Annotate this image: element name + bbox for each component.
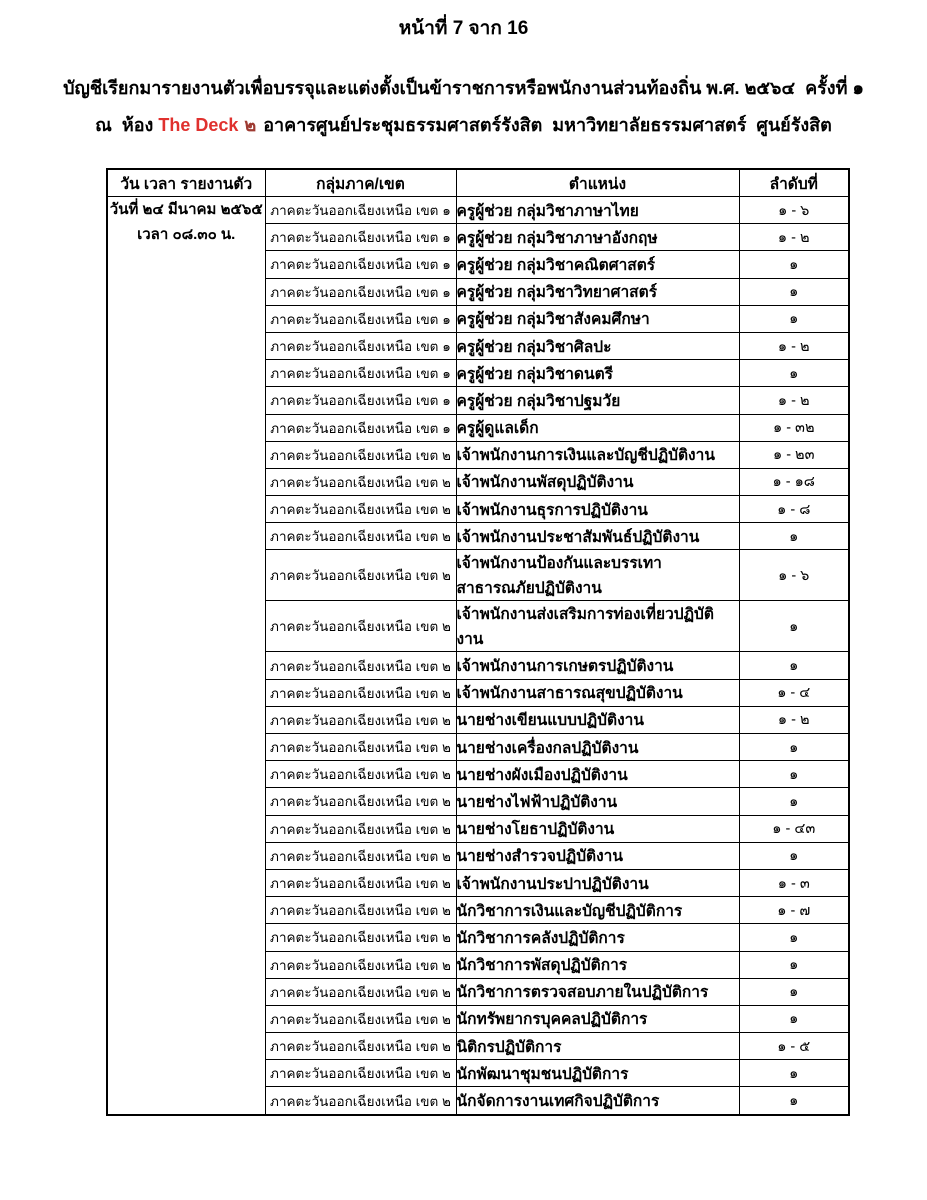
region-zone-cell: ภาคตะวันออกเฉียงเหนือ เขต ๑: [265, 414, 456, 441]
col-header-order: ลำดับที่: [739, 169, 849, 197]
order-range-cell: ๑ - ๒: [739, 332, 849, 359]
region-zone-cell: ภาคตะวันออกเฉียงเหนือ เขต ๒: [265, 897, 456, 924]
order-range-cell: ๑: [739, 842, 849, 869]
position-cell: นักวิชาการเงินและบัญชีปฏิบัติการ: [456, 897, 739, 924]
order-range-cell: ๑: [739, 601, 849, 652]
order-range-cell: ๑ - ๑๘: [739, 468, 849, 495]
position-cell: เจ้าพนักงานประปาปฏิบัติงาน: [456, 869, 739, 896]
order-range-cell: ๑ - ๖: [739, 550, 849, 601]
position-cell: ครูผู้ช่วย กลุ่มวิชาศิลปะ: [456, 332, 739, 359]
position-cell: เจ้าพนักงานธุรการปฏิบัติงาน: [456, 496, 739, 523]
position-cell: นายช่างเครื่องกลปฏิบัติงาน: [456, 734, 739, 761]
order-range-cell: ๑: [739, 924, 849, 951]
position-cell: นักวิชาการตรวจสอบภายในปฏิบัติการ: [456, 978, 739, 1005]
region-zone-cell: ภาคตะวันออกเฉียงเหนือ เขต ๒: [265, 1005, 456, 1032]
order-range-cell: ๑ - ๒: [739, 224, 849, 251]
report-time: เวลา ๐๘.๓๐ น.: [137, 226, 236, 243]
position-cell: เจ้าพนักงานป้องกันและบรรเทาสาธารณภัยปฏิบัติงาน: [456, 550, 739, 601]
order-range-cell: ๑: [739, 305, 849, 332]
position-cell: ครูผู้ช่วย กลุ่มวิชาดนตรี: [456, 360, 739, 387]
region-zone-cell: ภาคตะวันออกเฉียงเหนือ เขต ๒: [265, 761, 456, 788]
order-range-cell: ๑: [739, 761, 849, 788]
position-cell: เจ้าพนักงานพัสดุปฏิบัติงาน: [456, 468, 739, 495]
region-zone-cell: ภาคตะวันออกเฉียงเหนือ เขต ๑: [265, 360, 456, 387]
region-zone-cell: ภาคตะวันออกเฉียงเหนือ เขต ๑: [265, 332, 456, 359]
position-cell: ครูผู้ช่วย กลุ่มวิชาภาษาอังกฤษ: [456, 224, 739, 251]
position-cell: เจ้าพนักงานประชาสัมพันธ์ปฏิบัติงาน: [456, 523, 739, 550]
order-range-cell: ๑ - ๒๓: [739, 441, 849, 468]
region-zone-cell: ภาคตะวันออกเฉียงเหนือ เขต ๑: [265, 197, 456, 224]
order-range-cell: ๑: [739, 978, 849, 1005]
region-zone-cell: ภาคตะวันออกเฉียงเหนือ เขต ๑: [265, 387, 456, 414]
region-zone-cell: ภาคตะวันออกเฉียงเหนือ เขต ๒: [265, 706, 456, 733]
order-range-cell: ๑ - ๓: [739, 869, 849, 896]
order-range-cell: ๑ - ๘: [739, 496, 849, 523]
region-zone-cell: ภาคตะวันออกเฉียงเหนือ เขต ๑: [265, 251, 456, 278]
venue-room-name: The Deck: [158, 115, 239, 135]
page-indicator: หน้าที่ 7 จาก 16: [398, 18, 529, 39]
region-zone-cell: ภาคตะวันออกเฉียงเหนือ เขต ๒: [265, 924, 456, 951]
order-range-cell: ๑ - ๗: [739, 897, 849, 924]
order-range-cell: ๑ - ๔: [739, 679, 849, 706]
col-header-datetime: วัน เวลา รายงานตัว: [107, 169, 265, 197]
venue-line: [0, 110, 927, 139]
order-range-cell: ๑: [739, 523, 849, 550]
region-zone-cell: ภาคตะวันออกเฉียงเหนือ เขต ๒: [265, 523, 456, 550]
region-zone-cell: ภาคตะวันออกเฉียงเหนือ เขต ๒: [265, 679, 456, 706]
region-zone-cell: ภาคตะวันออกเฉียงเหนือ เขต ๒: [265, 842, 456, 869]
order-range-cell: ๑ - ๔๓: [739, 815, 849, 842]
order-range-cell: ๑: [739, 788, 849, 815]
order-range-cell: ๑: [739, 652, 849, 679]
position-cell: นายช่างผังเมืองปฏิบัติงาน: [456, 761, 739, 788]
order-range-cell: ๑ - ๕: [739, 1033, 849, 1060]
region-zone-cell: ภาคตะวันออกเฉียงเหนือ เขต ๒: [265, 869, 456, 896]
position-cell: นายช่างเขียนแบบปฏิบัติงาน: [456, 706, 739, 733]
region-zone-cell: ภาคตะวันออกเฉียงเหนือ เขต ๒: [265, 1060, 456, 1087]
position-cell: นายช่างโยธาปฏิบัติงาน: [456, 815, 739, 842]
position-cell: ครูผู้ช่วย กลุ่มวิชาสังคมศึกษา: [456, 305, 739, 332]
position-cell: นักวิชาการคลังปฏิบัติการ: [456, 924, 739, 951]
order-range-cell: ๑: [739, 734, 849, 761]
position-cell: เจ้าพนักงานสาธารณสุขปฏิบัติงาน: [456, 679, 739, 706]
col-header-region: กลุ่มภาค/เขต: [265, 169, 456, 197]
region-zone-cell: ภาคตะวันออกเฉียงเหนือ เขต ๑: [265, 278, 456, 305]
region-zone-cell: ภาคตะวันออกเฉียงเหนือ เขต ๒: [265, 441, 456, 468]
col-header-position: ตำแหน่ง: [456, 169, 739, 197]
position-cell: เจ้าพนักงานการเงินและบัญชีปฏิบัติงาน: [456, 441, 739, 468]
order-range-cell: ๑ - ๖: [739, 197, 849, 224]
region-zone-cell: ภาคตะวันออกเฉียงเหนือ เขต ๒: [265, 815, 456, 842]
document-title: บัญชีเรียกมารายงานตัวเพื่อบรรจุและแต่งตั้งเป็นข้าราชการหรือพนักงานส่วนท้องถิ่น พ.ศ. ๒๕๖๔ ครั้งที่ ๑: [63, 78, 864, 98]
region-zone-cell: ภาคตะวันออกเฉียงเหนือ เขต ๑: [265, 305, 456, 332]
table-body: [107, 197, 849, 1115]
region-zone-cell: ภาคตะวันออกเฉียงเหนือ เขต ๒: [265, 652, 456, 679]
order-range-cell: ๑ - ๒: [739, 387, 849, 414]
order-range-cell: ๑: [739, 360, 849, 387]
order-range-cell: ๑: [739, 278, 849, 305]
order-range-cell: ๑: [739, 251, 849, 278]
order-range-cell: ๑: [739, 1060, 849, 1087]
position-cell: นักจัดการงานเทศกิจปฏิบัติการ: [456, 1087, 739, 1115]
region-zone-cell: ภาคตะวันออกเฉียงเหนือ เขต ๒: [265, 1033, 456, 1060]
position-cell: นายช่างไฟฟ้าปฏิบัติงาน: [456, 788, 739, 815]
position-cell: ครูผู้ช่วย กลุ่มวิชาภาษาไทย: [456, 197, 739, 224]
venue-prefix: ณ ห้อง: [95, 115, 159, 135]
region-zone-cell: ภาคตะวันออกเฉียงเหนือ เขต ๒: [265, 601, 456, 652]
region-zone-cell: ภาคตะวันออกเฉียงเหนือ เขต ๒: [265, 1087, 456, 1115]
position-cell: นักพัฒนาชุมชนปฏิบัติการ: [456, 1060, 739, 1087]
order-range-cell: ๑ - ๒: [739, 706, 849, 733]
region-zone-cell: ภาคตะวันออกเฉียงเหนือ เขต ๑: [265, 224, 456, 251]
region-zone-cell: ภาคตะวันออกเฉียงเหนือ เขต ๒: [265, 734, 456, 761]
table-row: [107, 197, 849, 224]
region-zone-cell: ภาคตะวันออกเฉียงเหนือ เขต ๒: [265, 496, 456, 523]
report-schedule-table: [106, 168, 850, 1116]
position-cell: นักวิชาการพัสดุปฏิบัติการ: [456, 951, 739, 978]
region-zone-cell: ภาคตะวันออกเฉียงเหนือ เขต ๒: [265, 468, 456, 495]
order-range-cell: ๑ - ๓๒: [739, 414, 849, 441]
position-cell: นิติกรปฏิบัติการ: [456, 1033, 739, 1060]
venue-suffix: อาคารศูนย์ประชุมธรรมศาสตร์รังสิต มหาวิทยาลัยธรรมศาสตร์ ศูนย์รังสิต: [258, 115, 832, 135]
order-range-cell: ๑: [739, 1087, 849, 1115]
venue-room-number: ๒: [244, 115, 257, 135]
region-zone-cell: ภาคตะวันออกเฉียงเหนือ เขต ๒: [265, 788, 456, 815]
position-cell: เจ้าพนักงานการเกษตรปฏิบัติงาน: [456, 652, 739, 679]
position-cell: เจ้าพนักงานส่งเสริมการท่องเที่ยวปฏิบัติงาน: [456, 601, 739, 652]
position-cell: ครูผู้ดูแลเด็ก: [456, 414, 739, 441]
region-zone-cell: ภาคตะวันออกเฉียงเหนือ เขต ๒: [265, 978, 456, 1005]
position-cell: นักทรัพยากรบุคคลปฏิบัติการ: [456, 1005, 739, 1032]
position-cell: นายช่างสำรวจปฏิบัติงาน: [456, 842, 739, 869]
report-date: วันที่ ๒๔ มีนาคม ๒๕๖๕: [109, 201, 263, 218]
position-cell: ครูผู้ช่วย กลุ่มวิชาปฐมวัย: [456, 387, 739, 414]
position-cell: ครูผู้ช่วย กลุ่มวิชาวิทยาศาสตร์: [456, 278, 739, 305]
region-zone-cell: ภาคตะวันออกเฉียงเหนือ เขต ๒: [265, 951, 456, 978]
order-range-cell: ๑: [739, 1005, 849, 1032]
order-range-cell: ๑: [739, 951, 849, 978]
report-datetime-cell: [107, 197, 265, 1115]
position-cell: ครูผู้ช่วย กลุ่มวิชาคณิตศาสตร์: [456, 251, 739, 278]
table-header-row: [107, 169, 849, 197]
region-zone-cell: ภาคตะวันออกเฉียงเหนือ เขต ๒: [265, 550, 456, 601]
